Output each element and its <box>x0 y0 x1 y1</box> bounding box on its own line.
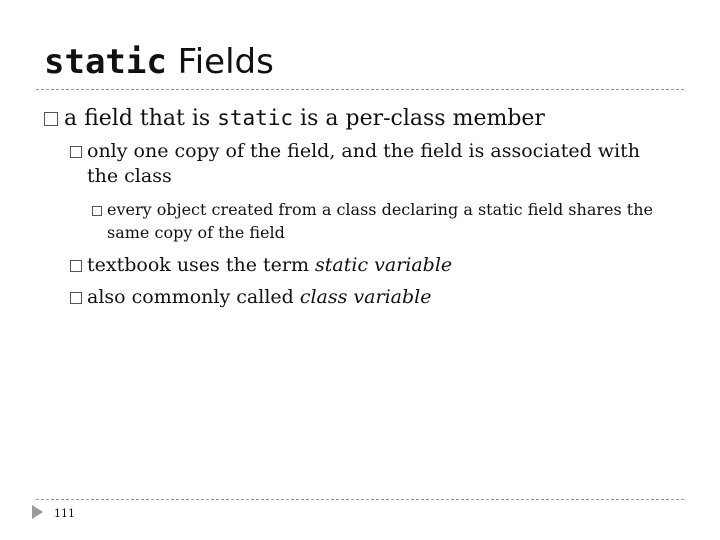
bullet-text-line2: same copy of the field <box>107 223 285 242</box>
square-bullet-icon <box>70 146 82 158</box>
square-bullet-icon <box>44 112 58 126</box>
bullet-level2-one-copy <box>70 139 640 189</box>
square-bullet-icon <box>92 206 102 216</box>
bullet-text-italic: static variable <box>315 254 453 276</box>
bullet-text-line1: only one copy of the field, and the field is associated with <box>87 140 640 162</box>
bullet-text-line1: every object created from a class declaring a static field shares the <box>107 200 653 219</box>
bullet-code-keyword: static <box>217 106 294 130</box>
square-bullet-icon <box>70 292 82 304</box>
bullet-text-line2: the class <box>87 165 172 187</box>
page-number: 111 <box>54 507 75 520</box>
bullet-text-italic: class variable <box>299 286 432 308</box>
bullet-level2-textbook-term <box>70 253 452 278</box>
bullet-level2-class-variable <box>70 285 431 310</box>
bullet-text-prefix: also commonly called <box>87 286 300 308</box>
bullet-level3-every-object <box>92 198 653 244</box>
top-divider <box>36 89 684 90</box>
bullet-text-prefix: textbook uses the term <box>87 254 316 276</box>
slide-title <box>44 40 274 84</box>
title-code-keyword: static <box>44 42 167 82</box>
bullet-text-suffix: is a per-class member <box>293 106 545 131</box>
page-arrow-icon <box>32 505 43 519</box>
title-word: Fields <box>177 42 274 82</box>
bullet-level1-static-field <box>44 104 545 133</box>
square-bullet-icon <box>70 260 82 272</box>
bullet-text-prefix: a field that is <box>64 106 218 131</box>
bottom-divider <box>36 499 684 500</box>
